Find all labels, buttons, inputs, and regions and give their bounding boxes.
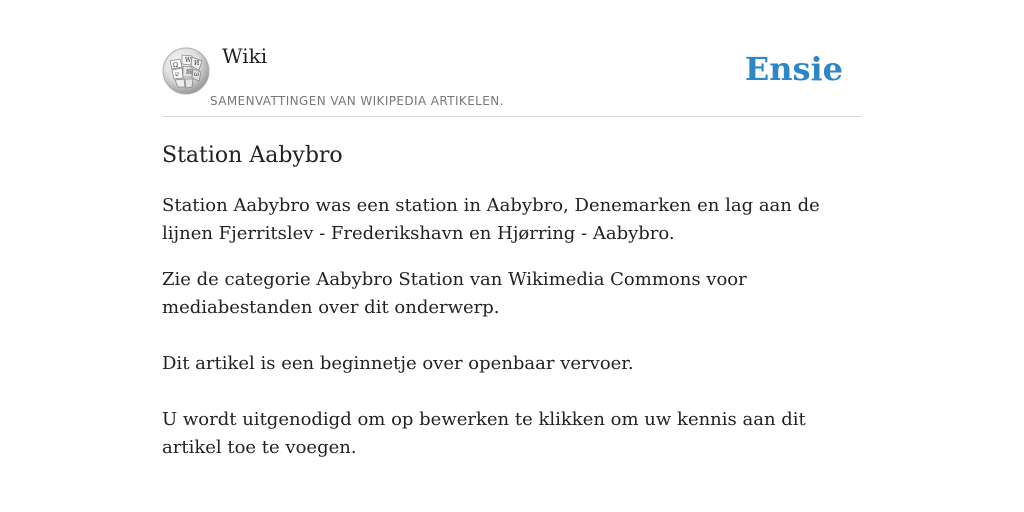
wikipedia-globe-icon[interactable]: [162, 47, 210, 95]
svg-text:Ω: Ω: [173, 62, 178, 69]
article-paragraph: Station Aabybro was een station in Aabybro, Denemarken en lag aan de lijnen Fjerritslev - Frederikshavn en Hjørring - Aabybro.: [162, 195, 820, 244]
svg-text:ω: ω: [194, 71, 199, 78]
page: [162, 0, 862, 480]
spacer: [162, 340, 862, 350]
site-name[interactable]: Wiki: [222, 44, 268, 68]
brand-logo-link[interactable]: Ensie: [744, 50, 843, 88]
article-content: [162, 117, 862, 462]
stub-notice: Dit artikel is een beginnetje over openbaar vervoer.: [162, 353, 634, 374]
site-header: [162, 0, 862, 117]
site-tagline: SAMENVATTINGEN VAN WIKIPEDIA ARTIKELEN.: [210, 94, 504, 108]
svg-text:W: W: [185, 57, 192, 64]
commons-notice: Zie de categorie Aabybro Station van Wikimedia Commons voor mediabestanden over dit onderwerp.: [162, 269, 747, 318]
svg-text:維: 維: [186, 69, 193, 76]
spacer: [162, 396, 862, 406]
svg-text:И: И: [194, 60, 200, 67]
svg-text:ש: ש: [175, 71, 180, 78]
article-title: Station Aabybro: [162, 143, 343, 168]
edit-invitation: U wordt uitgenodigd om op bewerken te klikken om uw kennis aan dit artikel toe te voegen.: [162, 409, 806, 458]
